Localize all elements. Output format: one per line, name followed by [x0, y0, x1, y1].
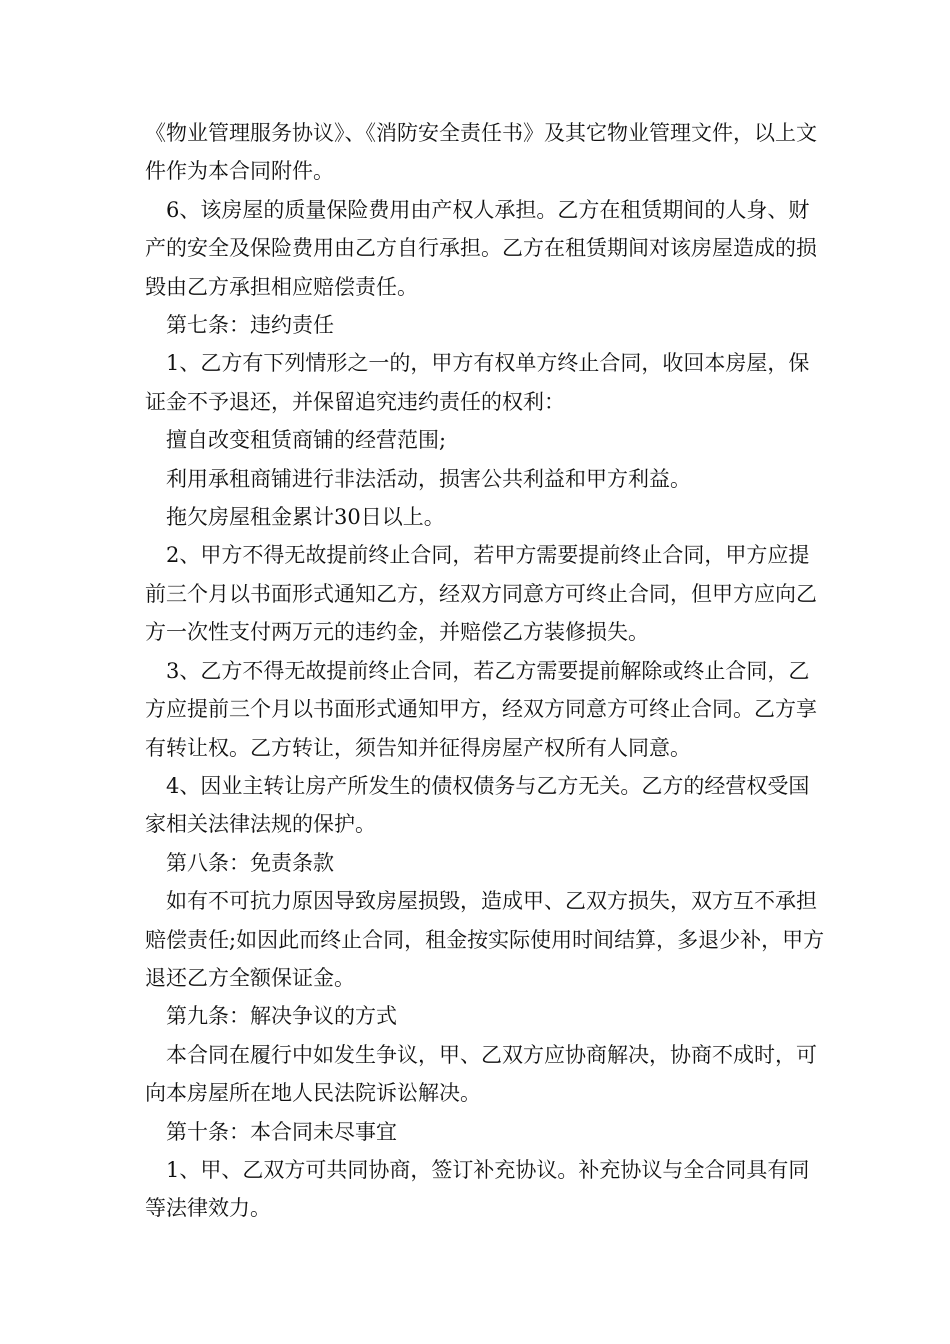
paragraph: 6、该房屋的质量保险费用由产权人承担。乙方在租赁期间的人身、财产的安全及保险费用由乙方自行承担。乙方在租赁期间对该房屋造成的损毁由乙方承担相应赔偿责任。 [145, 197, 817, 299]
paragraph: 《物业管理服务协议》、《消防安全责任书》及其它物业管理文件，以上文件作为本合同附件。 [145, 121, 817, 184]
paragraph: 本合同在履行中如发生争议，甲、乙双方应协商解决，协商不成时，可向本房屋所在地人民法院诉讼解决。 [145, 1042, 817, 1106]
section-heading: 第七条：违约责任 [166, 313, 334, 338]
paragraph: 擅自改变租赁商铺的经营范围; [166, 428, 447, 453]
paragraph: 拖欠房屋租金累计30日以上。 [166, 505, 445, 530]
section-heading: 第八条：免责条款 [166, 850, 334, 875]
paragraph: 利用承租商铺进行非法活动，损害公共利益和甲方利益。 [166, 466, 691, 491]
section-heading: 第十条：本合同未尽事宜 [166, 1119, 397, 1144]
paragraph: 如有不可抗力原因导致房屋损毁，造成甲、乙双方损失，双方互不承担赔偿责任;如因此而终止合同，租金按实际使用时间结算，多退少补，甲方退还乙方全额保证金。 [145, 889, 825, 990]
section-heading: 第九条：解决争议的方式 [166, 1004, 397, 1029]
paragraph: 1、乙方有下列情形之一的，甲方有权单方终止合同，收回本房屋，保证金不予退还，并保留追究违约责任的权利： [145, 351, 810, 414]
paragraph: 3、乙方不得无故提前终止合同，若乙方需要提前解除或终止合同，乙方应提前三个月以书面形式通知甲方，经双方同意方可终止合同。乙方享有转让权。乙方转让，须告知并征得房屋产权所有人同意。 [145, 658, 817, 760]
paragraph: 1、甲、乙双方可共同协商，签订补充协议。补充协议与全合同具有同等法律效力。 [145, 1157, 810, 1221]
document-page [145, 114, 825, 1228]
paragraph: 4、因业主转让房产所发生的债权债务与乙方无关。乙方的经营权受国家相关法律法规的保护。 [145, 773, 810, 837]
paragraph: 2、甲方不得无故提前终止合同，若甲方需要提前终止合同，甲方应提前三个月以书面形式通知乙方，经双方同意方可终止合同，但甲方应向乙方一次性支付两万元的违约金，并赔偿乙方装修损失。 [145, 543, 817, 645]
